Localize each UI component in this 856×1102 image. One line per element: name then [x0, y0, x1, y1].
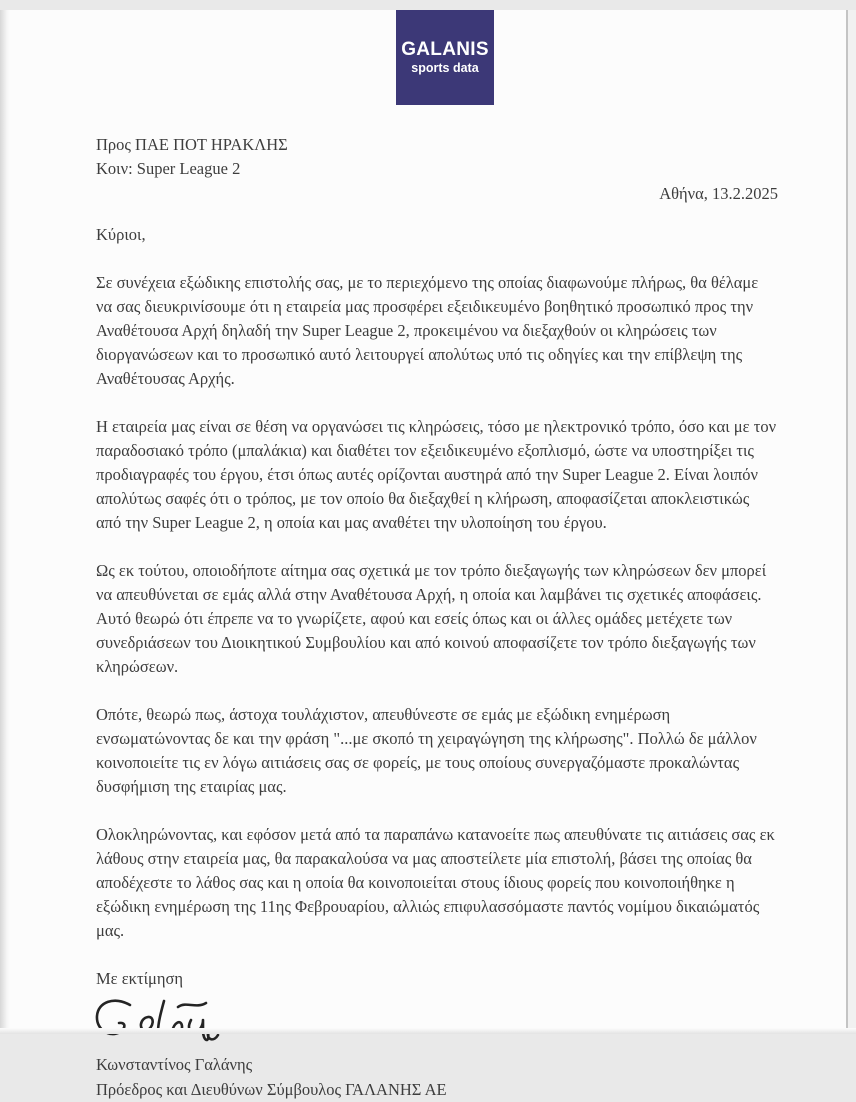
recipient-line: Προς ΠΑΕ ΠΟΤ ΗΡΑΚΛΗΣ — [96, 135, 288, 154]
signatory-title: Πρόεδρος και Διευθύνων Σύμβουλος ΓΑΛΑΝΗΣ ΑΕ — [96, 1080, 447, 1099]
letter-body — [96, 133, 778, 1102]
paragraph-1: Σε συνέχεια εξώδικης επιστολής σας, με το περιεχόμενο της οποίας διαφωνούμε πλήρως, θα θέλαμε να σας διευκρινίσουμε ότι η εταιρεία μας προσφέρει εξειδικευμένο βοηθητικό προσωπικό προς την Αναθέτουσα Αρχή δηλαδή την Super League 2, προκειμένου να διεξαχθούν οι κληρώσεις των διοργανώσεων και το προσωπικό αυτό λειτουργεί απολύτως υπό τις οδηγίες και την επίβλεψη της Αναθέτουσας Αρχής. — [96, 273, 759, 388]
page-edge-bottom — [0, 1028, 856, 1034]
paragraph-3: Ως εκ τούτου, οποιοδήποτε αίτημα σας σχετικά με τον τρόπο διεξαγωγής των κληρώσεων δεν μπορεί να απευθύνεται σε εμάς αλλά στην Αναθέτουσα Αρχή, η οποία και λαμβάνει τις σχετικές αποφάσεις. Αυτό θεωρώ ότι έπρεπε να το γνωρίζετε, αφού και εσείς όπως και οι άλλες ομάδες μετέχετε των συνεδριάσεων του Διοικητικού Συμβουλίου και από κοινού αποφασίζετε τον τρόπο διεξαγωγής των κληρώσεων. — [96, 561, 767, 676]
salutation: Κύριοι, — [96, 225, 146, 244]
date-line: Αθήνα, 13.2.2025 — [659, 184, 778, 203]
page-edge-left — [0, 10, 10, 1034]
logo-brand-name: GALANIS — [401, 38, 489, 60]
signature-image — [90, 995, 778, 1051]
cc-line: Κοιν: Super League 2 — [96, 159, 241, 178]
page-edge-right-fill — [848, 10, 856, 1034]
paragraph-5: Ολοκληρώνοντας, και εφόσον μετά από τα παραπάνω κατανοείτε πως απευθύνατε τις αιτιάσεις σας εκ λάθους στην εταιρεία μας, θα παρακαλούσα να μας αποστείλετε μία επιστολή, βάσει της οποίας θα αποδέχεστε το λάθος σας και η οποία θα κοινοποιείται στους ίδιους φορείς που κοινοποιήθηκε η εξώδικη ενημέρωση της 11ης Φεβρουαρίου, αλλιώς επιφυλασσόμαστε παντός νομίμου δικαιώματός μας. — [96, 825, 775, 940]
page-edge-right — [846, 10, 848, 1034]
logo-tagline: sports data — [411, 60, 479, 75]
galanis-logo — [396, 10, 494, 105]
signatory-name: Κωνσταντίνος Γαλάνης — [96, 1055, 253, 1074]
closing-regards: Με εκτίμηση — [96, 969, 184, 988]
letter-page — [0, 10, 856, 1099]
closing-block — [96, 967, 778, 1102]
paragraph-2: Η εταιρεία μας είναι σε θέση να οργανώσει τις κληρώσεις, τόσο με ηλεκτρονικό τρόπο, όσο και με τον παραδοσιακό τρόπο (μπαλάκια) και διαθέτει τον εξειδικευμένο εξοπλισμό, ώστε να υποστηρίξει τις προδιαγραφές του έργου, έτσι όπως αυτές ορίζονται αυστηρά από την Super League 2. Είναι λοιπόν απολύτως σαφές ότι ο τρόπος, με τον οποίο θα διεξαχθεί η κλήρωση, αποφασίζεται αποκλειστικώς από την Super League 2, η οποία και μας αναθέτει την υλοποίηση του έργου. — [96, 417, 777, 532]
paragraph-4: Οπότε, θεωρώ πως, άστοχα τουλάχιστον, απευθύνεστε σε εμάς με εξώδικη ενημέρωση ενσωματώνοντας δε και την φράση "...με σκοπό τη χειραγώγηση της κλήρωσης". Πολλώ δε μάλλον κοινοποιείτε τις εν λόγω αιτιάσεις σας σε φορείς, με τους οποίους συνεργαζόμαστε προκαλώντας δυσφήμιση της εταιρίας μας. — [96, 705, 757, 796]
